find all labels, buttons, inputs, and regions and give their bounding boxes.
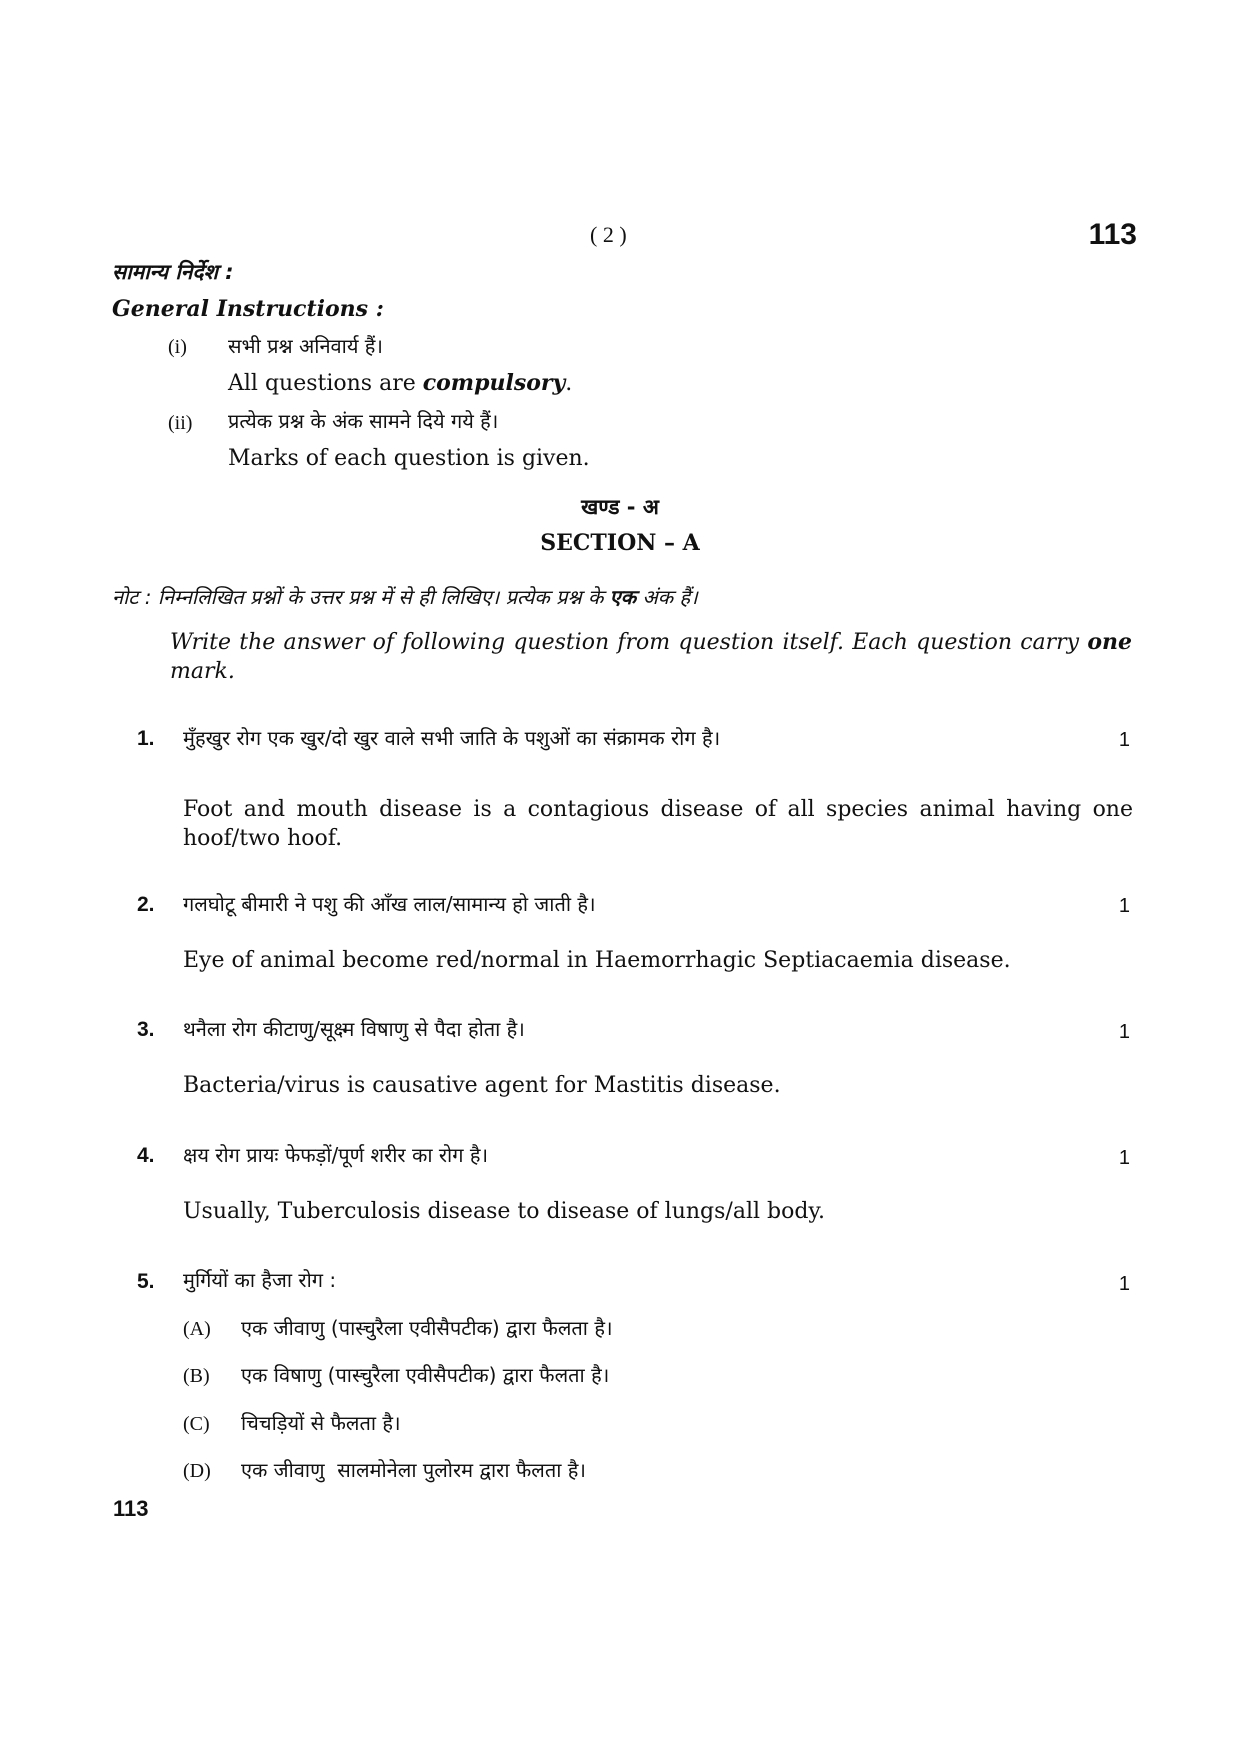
section-title-english: SECTION – A: [540, 530, 700, 556]
instruction-english: [228, 370, 572, 396]
instruction-number: (ii): [168, 412, 193, 434]
question-number: 3.: [137, 1018, 155, 1041]
question-marks: 1: [1118, 895, 1130, 917]
option-letter-d: (D): [183, 1460, 211, 1482]
instruction-english-end: .: [565, 371, 573, 396]
instruction-number: (i): [168, 336, 187, 358]
question-marks: 1: [1118, 729, 1130, 751]
instruction-english: Marks of each question is given.: [228, 446, 590, 471]
option-text-c: चिचड़ियों से फैलता है।: [241, 1411, 401, 1435]
note-english-end: mark.: [170, 659, 235, 684]
note-english: [170, 628, 1132, 686]
note-english-emphasis: one: [1087, 629, 1132, 655]
question-number: 5.: [137, 1270, 155, 1293]
note-hindi-text: नोट : निम्नलिखित प्रश्नों के उत्तर प्रश्न में से ही लिखिए। प्रत्येक प्रश्न के: [112, 585, 610, 609]
instructions-heading-english: General Instructions :: [112, 296, 384, 322]
paper-code-top: 113: [1088, 218, 1137, 251]
question-english: Eye of animal become red/normal in Haemorrhagic Septiacaemia disease.: [183, 948, 1011, 973]
instruction-english-emphasis: compulsory: [422, 370, 566, 396]
question-marks: 1: [1118, 1147, 1130, 1169]
section-title-hindi: खण्ड - अ: [581, 495, 659, 519]
note-hindi-end: अंक हैं।: [636, 585, 698, 609]
question-hindi: मुँहखुर रोग एक खुर/दो खुर वाले सभी जाति के पशुओं का संक्रामक रोग है।: [183, 726, 721, 750]
question-number: 1.: [137, 727, 155, 750]
question-number: 4.: [137, 1144, 155, 1167]
note-hindi: [112, 583, 698, 610]
question-hindi: थनैला रोग कीटाणु/सूक्ष्म विषाणु से पैदा होता है।: [183, 1017, 525, 1041]
question-hindi: मुर्गियों का हैजा रोग :: [183, 1268, 337, 1292]
note-hindi-emphasis: एक: [609, 585, 637, 609]
option-text-d: एक जीवाणु सालमोनेला पुलोरम द्वारा फैलता है।: [241, 1458, 586, 1482]
question-marks: 1: [1118, 1021, 1130, 1043]
question-number: 2.: [137, 893, 155, 916]
question-english: Bacteria/virus is causative agent for Mastitis disease.: [183, 1073, 781, 1098]
option-text-a: एक जीवाणु (पास्चुरैला एवीसैपटीक) द्वारा फैलता है।: [241, 1316, 613, 1340]
question-hindi: गलघोटू बीमारी ने पशु की आँख लाल/सामान्य हो जाती है।: [183, 892, 596, 916]
instruction-hindi: प्रत्येक प्रश्न के अंक सामने दिये गये हैं।: [228, 409, 499, 433]
option-letter-b: (B): [183, 1365, 210, 1387]
option-letter-c: (C): [183, 1413, 210, 1435]
question-marks: 1: [1118, 1273, 1130, 1295]
option-letter-a: (A): [183, 1318, 211, 1340]
instruction-hindi: सभी प्रश्न अनिवार्य हैं।: [228, 334, 384, 358]
option-text-b: एक विषाणु (पास्चुरैला एवीसैपटीक) द्वारा फैलता है।: [241, 1363, 610, 1387]
note-english-text: Write the answer of following question from question itself. Each question carry: [170, 630, 1088, 655]
question-hindi: क्षय रोग प्रायः फेफड़ों/पूर्ण शरीर का रोग है।: [183, 1143, 489, 1167]
instruction-english-text: All questions are: [228, 371, 423, 396]
question-english: Foot and mouth disease is a contagious disease of all species animal having one hoof/two hoof.: [183, 797, 1133, 851]
page-number: ( 2 ): [590, 222, 627, 247]
instructions-heading-hindi: सामान्य निर्देश :: [112, 260, 234, 284]
paper-code-bottom: 113: [113, 1496, 149, 1521]
question-english: Usually, Tuberculosis disease to disease of lungs/all body.: [183, 1199, 825, 1224]
